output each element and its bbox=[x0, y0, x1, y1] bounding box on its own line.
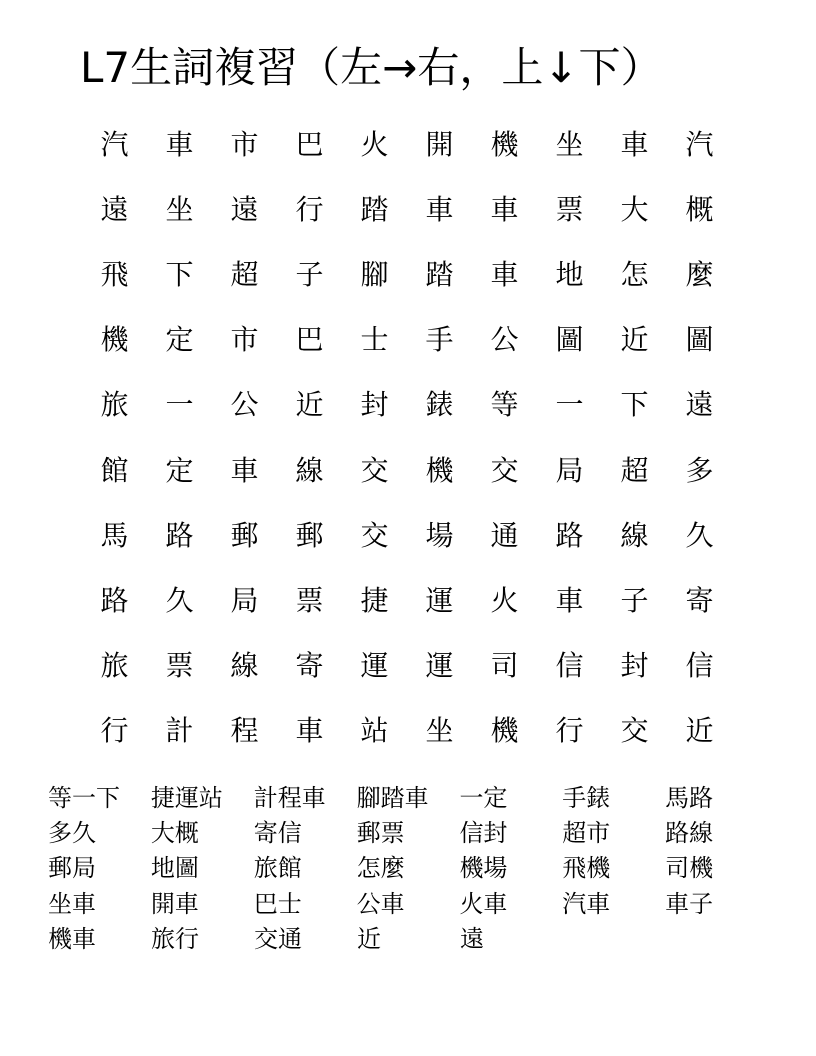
vocab-word: 遠 bbox=[460, 924, 484, 953]
grid-character: 運 bbox=[425, 649, 454, 683]
vocab-word: 馬路 bbox=[665, 783, 714, 812]
grid-character: 通 bbox=[490, 518, 519, 552]
grid-character: 票 bbox=[555, 192, 584, 226]
vocab-word: 開車 bbox=[150, 889, 199, 918]
grid-row bbox=[82, 112, 732, 177]
grid-character: 交 bbox=[490, 453, 519, 487]
vocab-word: 旅行 bbox=[151, 924, 199, 953]
grid-character: 票 bbox=[295, 583, 324, 617]
grid-character: 車 bbox=[425, 192, 454, 226]
vocab-word: 機場 bbox=[459, 854, 508, 883]
grid-character: 路 bbox=[555, 518, 584, 552]
grid-character: 坐 bbox=[555, 127, 584, 161]
grid-character: 路 bbox=[100, 583, 129, 617]
vocab-word: 司機 bbox=[665, 854, 714, 883]
vocab-word: 信封 bbox=[459, 818, 508, 847]
grid-row bbox=[82, 177, 732, 242]
grid-character: 巴 bbox=[295, 127, 324, 161]
grid-character: 超 bbox=[230, 257, 259, 291]
grid-character: 計 bbox=[165, 714, 194, 748]
grid-character: 局 bbox=[555, 453, 584, 487]
grid-character: 封 bbox=[360, 388, 389, 422]
vocab-word: 旅館 bbox=[253, 854, 302, 883]
grid-character: 馬 bbox=[100, 518, 129, 552]
grid-character: 旅 bbox=[100, 388, 129, 422]
grid-character: 捷 bbox=[360, 583, 389, 617]
grid-character: 信 bbox=[685, 649, 714, 683]
grid-character: 開 bbox=[425, 127, 454, 161]
vocab-word: 計程車 bbox=[253, 783, 326, 812]
grid-row bbox=[82, 242, 732, 307]
vocabulary-list bbox=[48, 780, 768, 956]
vocab-word: 郵票 bbox=[356, 818, 405, 847]
grid-character: 機 bbox=[490, 714, 519, 748]
grid-character: 司 bbox=[490, 649, 519, 683]
grid-character: 運 bbox=[425, 583, 454, 617]
vocab-word: 郵局 bbox=[48, 854, 96, 883]
grid-character: 手 bbox=[425, 323, 454, 357]
grid-row bbox=[82, 373, 732, 438]
grid-character: 機 bbox=[425, 453, 454, 487]
grid-character: 交 bbox=[620, 714, 649, 748]
vocab-word: 怎麼 bbox=[356, 854, 405, 883]
grid-character: 火 bbox=[360, 127, 389, 161]
vocab-row bbox=[48, 815, 768, 850]
grid-character: 火 bbox=[490, 583, 519, 617]
vocab-row bbox=[48, 851, 768, 886]
grid-character: 寄 bbox=[685, 583, 714, 617]
grid-character: 踏 bbox=[360, 192, 389, 226]
vocab-word: 超市 bbox=[562, 818, 611, 847]
vocab-word: 等一下 bbox=[48, 783, 120, 812]
grid-character: 久 bbox=[685, 518, 714, 552]
grid-character: 坐 bbox=[165, 192, 194, 226]
vocab-row bbox=[48, 921, 768, 956]
grid-character: 寄 bbox=[295, 649, 324, 683]
grid-character: 圖 bbox=[685, 323, 714, 357]
grid-character: 市 bbox=[230, 323, 259, 357]
grid-row bbox=[82, 308, 732, 373]
grid-character: 郵 bbox=[295, 518, 324, 552]
grid-character: 近 bbox=[295, 388, 324, 422]
grid-character: 怎 bbox=[620, 257, 649, 291]
vocab-word: 大概 bbox=[150, 818, 199, 847]
grid-character: 汽 bbox=[100, 127, 129, 161]
vocab-word: 汽車 bbox=[562, 889, 611, 918]
grid-character: 交 bbox=[360, 518, 389, 552]
grid-character: 運 bbox=[360, 649, 389, 683]
vocab-row bbox=[48, 780, 768, 815]
grid-character: 子 bbox=[620, 583, 649, 617]
grid-character: 線 bbox=[295, 453, 324, 487]
grid-character: 麼 bbox=[685, 257, 714, 291]
grid-character: 坐 bbox=[425, 714, 454, 748]
grid-row bbox=[82, 634, 732, 699]
grid-character: 一 bbox=[555, 388, 584, 422]
vocab-word: 多久 bbox=[48, 818, 96, 847]
vocab-word: 機車 bbox=[48, 924, 96, 953]
grid-character: 車 bbox=[165, 127, 194, 161]
character-grid bbox=[82, 112, 732, 764]
vocab-word: 公車 bbox=[356, 889, 405, 918]
grid-character: 超 bbox=[620, 453, 649, 487]
grid-character: 等 bbox=[490, 388, 519, 422]
grid-character: 車 bbox=[620, 127, 649, 161]
grid-character: 路 bbox=[165, 518, 194, 552]
grid-character: 行 bbox=[295, 192, 324, 226]
grid-character: 市 bbox=[230, 127, 259, 161]
grid-character: 線 bbox=[620, 518, 649, 552]
grid-character: 久 bbox=[165, 583, 194, 617]
grid-character: 汽 bbox=[685, 127, 714, 161]
vocab-word: 車子 bbox=[665, 889, 714, 918]
grid-character: 車 bbox=[490, 257, 519, 291]
grid-character: 士 bbox=[360, 323, 389, 357]
grid-character: 公 bbox=[230, 388, 259, 422]
grid-character: 多 bbox=[685, 453, 714, 487]
grid-character: 車 bbox=[555, 583, 584, 617]
vocab-word: 火車 bbox=[459, 889, 508, 918]
grid-character: 封 bbox=[620, 649, 649, 683]
vocab-word: 地圖 bbox=[150, 854, 199, 883]
vocab-word: 巴士 bbox=[253, 889, 302, 918]
vocab-word: 捷運站 bbox=[150, 783, 223, 812]
grid-character: 行 bbox=[555, 714, 584, 748]
vocab-word: 手錶 bbox=[562, 783, 611, 812]
grid-character: 地 bbox=[555, 257, 584, 291]
grid-row bbox=[82, 503, 732, 568]
grid-character: 郵 bbox=[230, 518, 259, 552]
grid-character: 場 bbox=[425, 518, 454, 552]
vocab-word: 交通 bbox=[254, 924, 302, 953]
grid-character: 子 bbox=[295, 257, 324, 291]
grid-character: 腳 bbox=[360, 257, 389, 291]
grid-character: 程 bbox=[230, 714, 259, 748]
grid-character: 近 bbox=[620, 323, 649, 357]
grid-character: 一 bbox=[165, 388, 194, 422]
grid-character: 交 bbox=[360, 453, 389, 487]
vocab-word: 飛機 bbox=[562, 854, 611, 883]
grid-character: 錶 bbox=[425, 388, 454, 422]
grid-character: 巴 bbox=[295, 323, 324, 357]
grid-character: 定 bbox=[165, 323, 194, 357]
grid-character: 公 bbox=[490, 323, 519, 357]
vocab-word: 坐車 bbox=[48, 889, 96, 918]
grid-character: 圖 bbox=[555, 323, 584, 357]
vocab-row bbox=[48, 886, 768, 921]
grid-character: 踏 bbox=[425, 257, 454, 291]
grid-character: 車 bbox=[230, 453, 259, 487]
grid-character: 車 bbox=[490, 192, 519, 226]
grid-character: 線 bbox=[230, 649, 259, 683]
grid-character: 機 bbox=[490, 127, 519, 161]
vocab-word: 寄信 bbox=[253, 818, 302, 847]
grid-character: 遠 bbox=[230, 192, 259, 226]
grid-character: 局 bbox=[230, 583, 259, 617]
grid-character: 概 bbox=[685, 192, 714, 226]
grid-character: 行 bbox=[100, 714, 129, 748]
grid-character: 飛 bbox=[100, 257, 129, 291]
grid-character: 大 bbox=[620, 192, 649, 226]
grid-character: 下 bbox=[165, 257, 194, 291]
grid-character: 定 bbox=[165, 453, 194, 487]
grid-character: 館 bbox=[100, 453, 129, 487]
vocab-word: 腳踏車 bbox=[356, 783, 429, 812]
page-title: L7生詞複習（左→右，上↓下） bbox=[80, 43, 663, 92]
grid-character: 下 bbox=[620, 388, 649, 422]
vocab-word: 路線 bbox=[665, 818, 714, 847]
grid-character: 車 bbox=[295, 714, 324, 748]
grid-row bbox=[82, 438, 732, 503]
grid-row bbox=[82, 568, 732, 633]
grid-character: 票 bbox=[165, 649, 194, 683]
grid-character: 旅 bbox=[100, 649, 129, 683]
vocab-word: 一定 bbox=[459, 783, 508, 812]
grid-character: 遠 bbox=[685, 388, 714, 422]
vocab-word: 近 bbox=[357, 924, 381, 953]
grid-character: 遠 bbox=[100, 192, 129, 226]
grid-row bbox=[82, 699, 732, 764]
grid-character: 機 bbox=[100, 323, 129, 357]
grid-character: 站 bbox=[360, 714, 389, 748]
grid-character: 近 bbox=[685, 714, 714, 748]
grid-character: 信 bbox=[555, 649, 584, 683]
